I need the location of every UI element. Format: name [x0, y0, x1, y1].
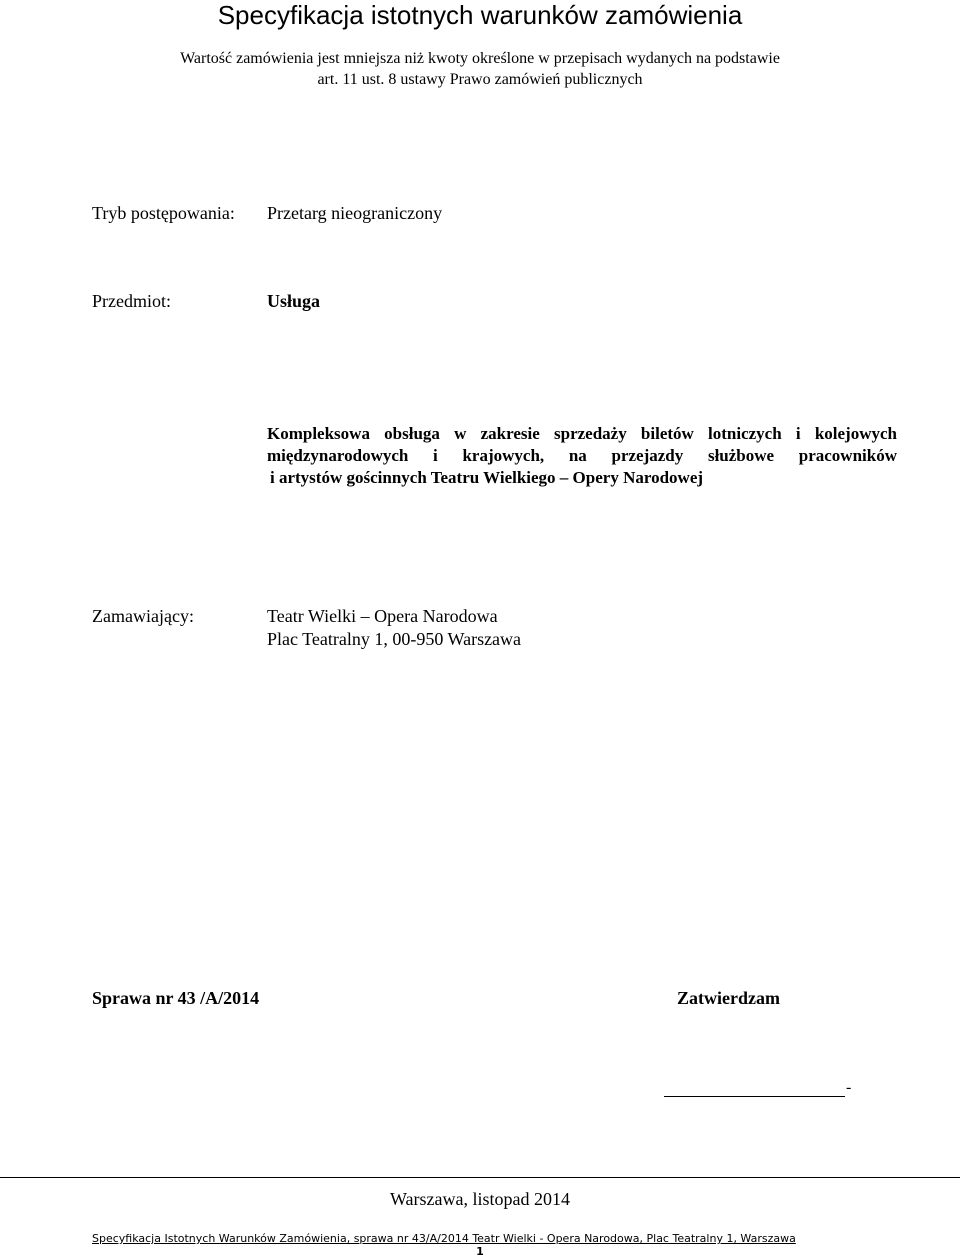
subject-label: Przedmiot:: [92, 291, 171, 311]
contracting-authority-name: Teatr Wielki – Opera Narodowa: [267, 606, 498, 626]
document-title: Specyfikacja istotnych warunków zamówienia: [217, 0, 743, 30]
subject-description-line-3: i artystów gościnnych Teatru Wielkiego – Opery Narodowej: [270, 468, 704, 487]
page-footer: Specyfikacja Istotnych Warunków Zamówienia, sprawa nr 43/A/2014 Teatr Wielki - Opera Narodowa, Plac Teatralny 1, Warszawa: [92, 1232, 796, 1245]
signature-line: [664, 1096, 845, 1097]
subject-description-line-2: międzynarodowych i krajowych, na przejazdy służbowe pracowników: [267, 446, 897, 465]
subtitle-line-1: Wartość zamówienia jest mniejsza niż kwoty określone w przepisach wydanych na podstawie: [180, 50, 780, 67]
subtitle-line-2: art. 11 ust. 8 ustawy Prawo zamówień publicznych: [317, 71, 643, 88]
procedure-label: Tryb postępowania:: [92, 203, 235, 223]
contracting-authority-label: Zamawiający:: [92, 606, 194, 626]
subject-description: [267, 423, 897, 489]
contracting-authority-address: Plac Teatralny 1, 00-950 Warszawa: [267, 629, 522, 649]
subject-value: Usługa: [267, 291, 321, 311]
subject-description-line-1: Kompleksowa obsługa w zakresie sprzedaży biletów lotniczych i kolejowych: [267, 424, 897, 443]
signature-dash: -: [846, 1079, 852, 1096]
page-number: 1: [476, 1245, 484, 1258]
horizontal-rule: [0, 1177, 960, 1178]
place-and-date: Warszawa, listopad 2014: [390, 1189, 570, 1209]
approval-label: Zatwierdzam: [677, 988, 780, 1008]
procedure-value: Przetarg nieograniczony: [267, 203, 443, 223]
case-number: Sprawa nr 43 /A/2014: [92, 988, 260, 1008]
